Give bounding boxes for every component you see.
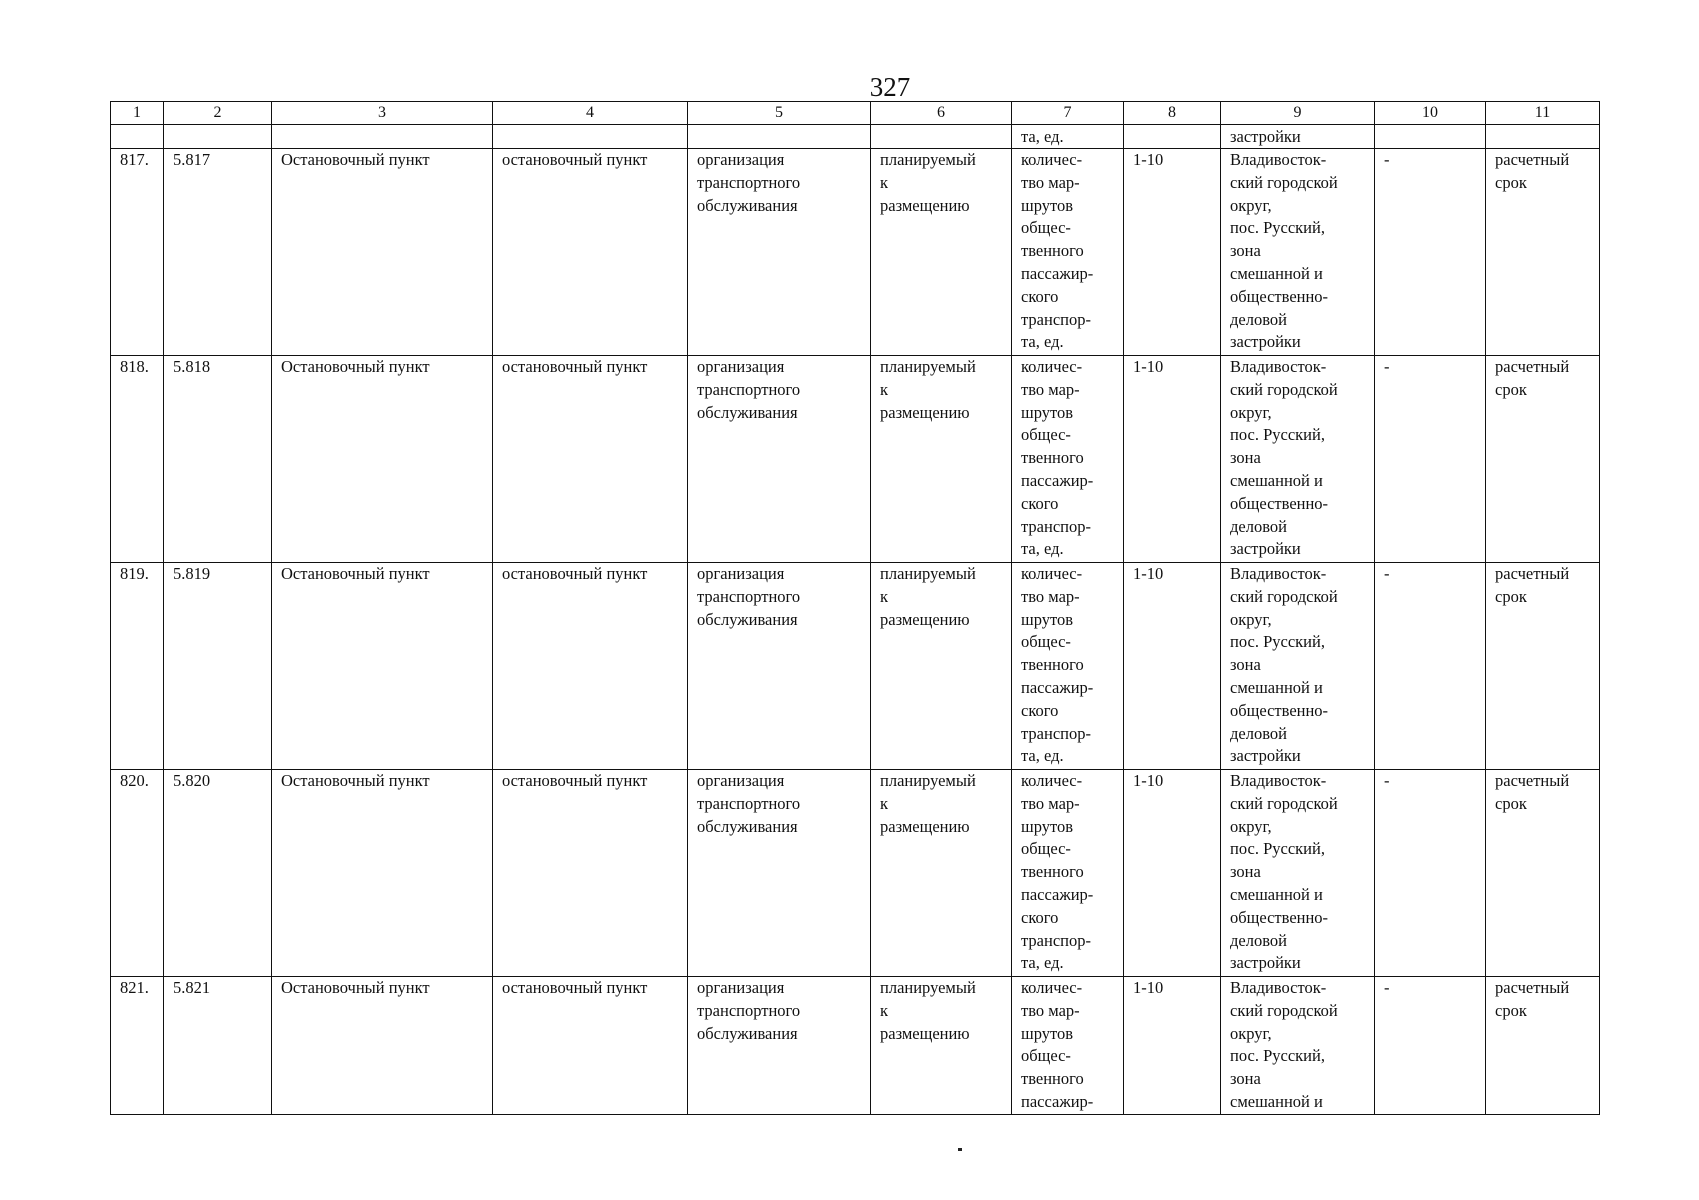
- object-type: остановочный пункт: [493, 977, 688, 1115]
- page-number: 327: [869, 72, 911, 102]
- object-indicator: количес- тво мар- шрутов общес- твенного пассажир- ского транспор- та, ед.: [1012, 356, 1124, 563]
- objects-table: [110, 101, 1600, 1115]
- object-status: планируемый к размещению: [871, 977, 1012, 1115]
- object-type: остановочный пункт: [493, 563, 688, 770]
- table-cell: [272, 125, 493, 149]
- object-code: 5.820: [164, 770, 272, 977]
- object-type: остановочный пункт: [493, 149, 688, 356]
- row-number: 818.: [111, 356, 164, 563]
- row-number: 821.: [111, 977, 164, 1115]
- object-location: Владивосток- ский городской округ, пос. Русский, зона смешанной и общественно- деловой застройки: [1221, 356, 1375, 563]
- implementation-term: расчетный срок: [1486, 149, 1600, 356]
- column-header: 10: [1375, 102, 1486, 125]
- object-purpose: организация транспортного обслуживания: [688, 977, 871, 1115]
- object-code: 5.821: [164, 977, 272, 1115]
- table-cell: [1486, 125, 1600, 149]
- object-status: планируемый к размещению: [871, 356, 1012, 563]
- row-number: 817.: [111, 149, 164, 356]
- object-code: 5.818: [164, 356, 272, 563]
- implementation-term: расчетный срок: [1486, 770, 1600, 977]
- object-location: Владивосток- ский городской округ, пос. Русский, зона смешанной и общественно- деловой застройки: [1221, 149, 1375, 356]
- object-purpose: организация транспортного обслуживания: [688, 356, 871, 563]
- object-name: Остановочный пункт: [272, 977, 493, 1115]
- object-code: 5.817: [164, 149, 272, 356]
- row-number: 819.: [111, 563, 164, 770]
- indicator-value: 1-10: [1124, 770, 1221, 977]
- protection-zone: -: [1375, 563, 1486, 770]
- column-header: 9: [1221, 102, 1375, 125]
- object-indicator: количес- тво мар- шрутов общес- твенного пассажир- ского транспор- та, ед.: [1012, 770, 1124, 977]
- table-cell: [1124, 125, 1221, 149]
- table-cell: [111, 125, 164, 149]
- row-number: 820.: [111, 770, 164, 977]
- table-row: [111, 356, 1600, 563]
- protection-zone: -: [1375, 356, 1486, 563]
- indicator-value: 1-10: [1124, 149, 1221, 356]
- column-header: 7: [1012, 102, 1124, 125]
- column-header: 8: [1124, 102, 1221, 125]
- object-location: Владивосток- ский городской округ, пос. Русский, зона смешанной и общественно- деловой застройки: [1221, 563, 1375, 770]
- object-purpose: организация транспортного обслуживания: [688, 149, 871, 356]
- object-status: планируемый к размещению: [871, 770, 1012, 977]
- column-header: 6: [871, 102, 1012, 125]
- scan-speck: [958, 1148, 962, 1151]
- indicator-value: 1-10: [1124, 977, 1221, 1115]
- protection-zone: -: [1375, 149, 1486, 356]
- object-name: Остановочный пункт: [272, 563, 493, 770]
- table-row: [111, 770, 1600, 977]
- column-header: 2: [164, 102, 272, 125]
- implementation-term: расчетный срок: [1486, 356, 1600, 563]
- column-header: 3: [272, 102, 493, 125]
- object-indicator: количес- тво мар- шрутов общес- твенного пассажир- ского транспор- та, ед.: [1012, 149, 1124, 356]
- column-header: 1: [111, 102, 164, 125]
- object-name: Остановочный пункт: [272, 149, 493, 356]
- table-row: [111, 149, 1600, 356]
- table-cell: та, ед.: [1012, 125, 1124, 149]
- column-header: 11: [1486, 102, 1600, 125]
- object-location: Владивосток- ский городской округ, пос. Русский, зона смешанной и: [1221, 977, 1375, 1115]
- table-cell: [1375, 125, 1486, 149]
- protection-zone: -: [1375, 770, 1486, 977]
- object-status: планируемый к размещению: [871, 149, 1012, 356]
- object-code: 5.819: [164, 563, 272, 770]
- object-purpose: организация транспортного обслуживания: [688, 563, 871, 770]
- object-indicator: количес- тво мар- шрутов общес- твенного пассажир- ского транспор- та, ед.: [1012, 563, 1124, 770]
- column-number-row: [111, 102, 1600, 125]
- table-row: [111, 977, 1600, 1115]
- table-cell: [688, 125, 871, 149]
- column-header: 5: [688, 102, 871, 125]
- table-cell: [493, 125, 688, 149]
- column-header: 4: [493, 102, 688, 125]
- continuation-row: [111, 125, 1600, 149]
- indicator-value: 1-10: [1124, 563, 1221, 770]
- table-cell: застройки: [1221, 125, 1375, 149]
- object-name: Остановочный пункт: [272, 770, 493, 977]
- indicator-value: 1-10: [1124, 356, 1221, 563]
- object-type: остановочный пункт: [493, 770, 688, 977]
- object-indicator: количес- тво мар- шрутов общес- твенного пассажир-: [1012, 977, 1124, 1115]
- implementation-term: расчетный срок: [1486, 977, 1600, 1115]
- protection-zone: -: [1375, 977, 1486, 1115]
- table-cell: [164, 125, 272, 149]
- object-purpose: организация транспортного обслуживания: [688, 770, 871, 977]
- implementation-term: расчетный срок: [1486, 563, 1600, 770]
- table-row: [111, 563, 1600, 770]
- object-type: остановочный пункт: [493, 356, 688, 563]
- table-cell: [871, 125, 1012, 149]
- object-location: Владивосток- ский городской округ, пос. Русский, зона смешанной и общественно- деловой застройки: [1221, 770, 1375, 977]
- object-name: Остановочный пункт: [272, 356, 493, 563]
- object-status: планируемый к размещению: [871, 563, 1012, 770]
